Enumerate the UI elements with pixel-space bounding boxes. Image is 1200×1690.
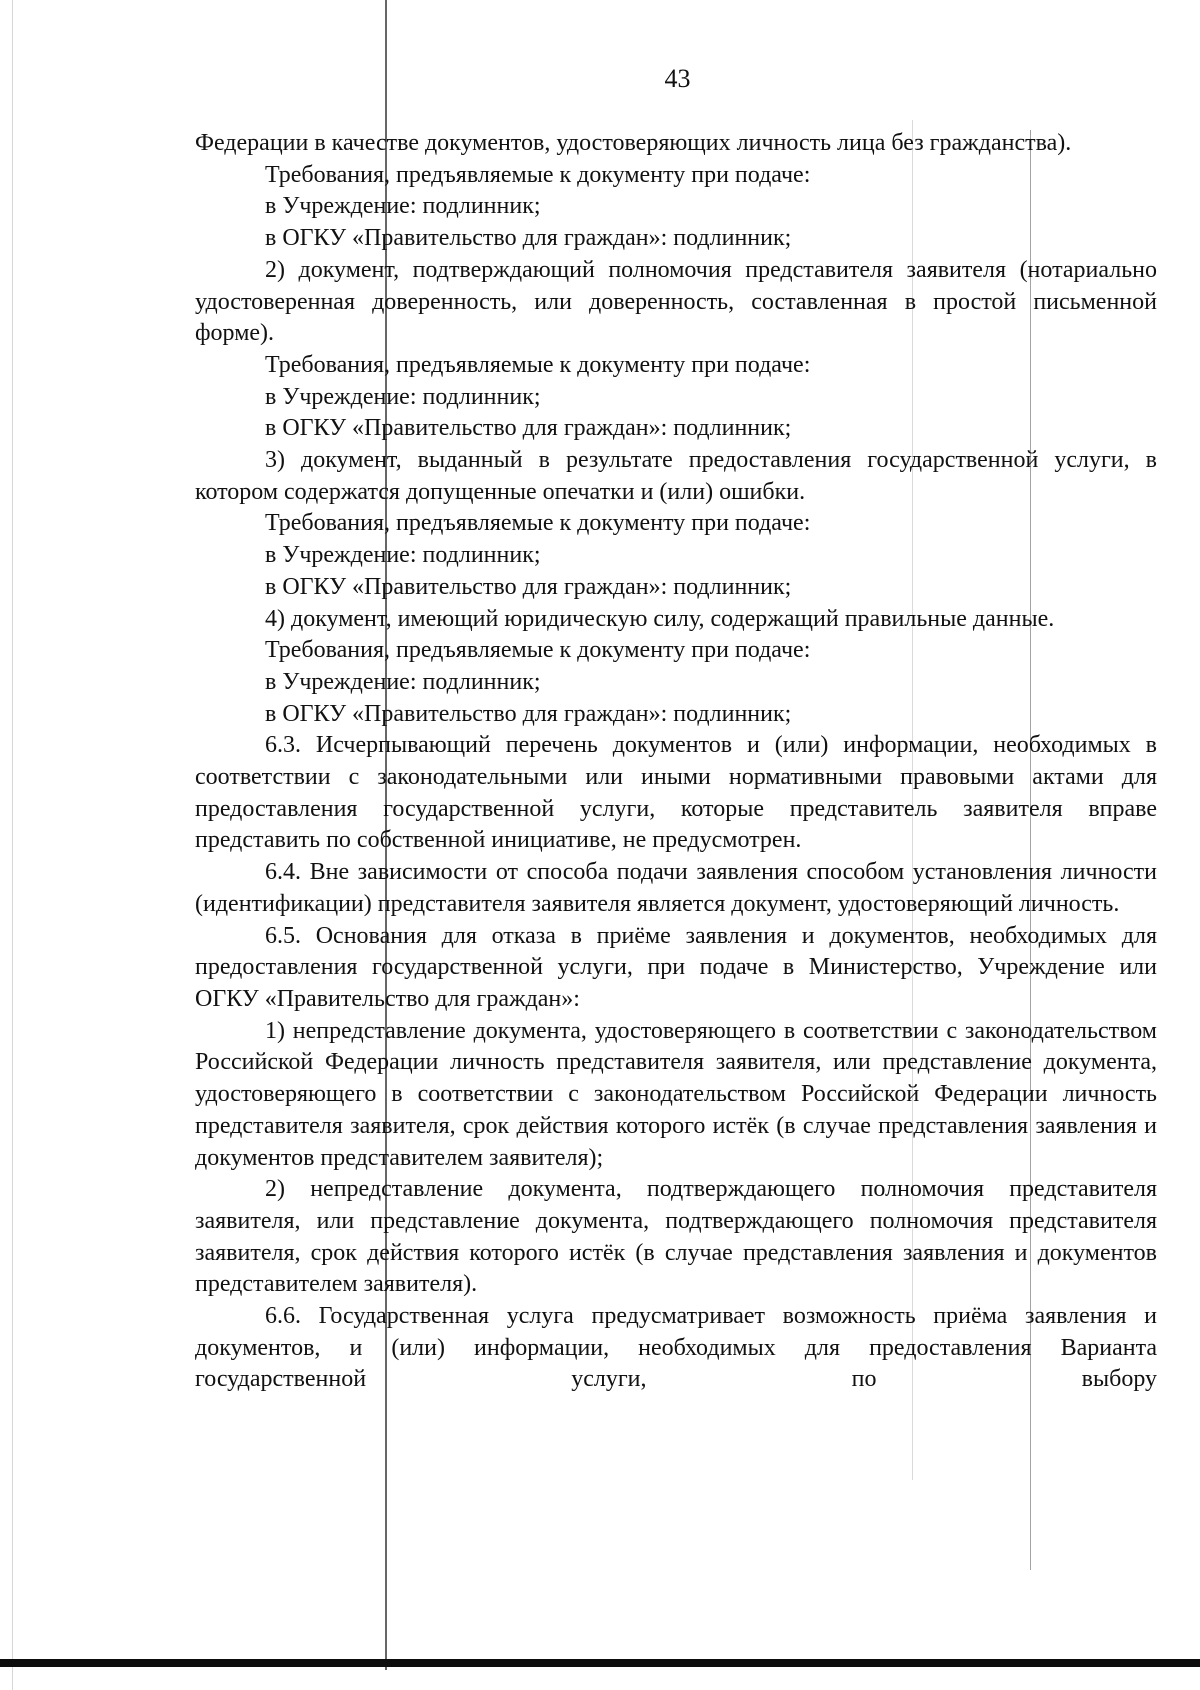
paragraph: 2) документ, подтверждающий полномочия представителя заявителя (нотариально удостоверенная доверенность, или доверенность, составленная в простой письменной форме).	[195, 256, 1157, 347]
paragraph: в ОГКУ «Правительство для граждан»: подлинник;	[265, 573, 792, 600]
page-number: 43	[664, 64, 691, 93]
paragraph: в Учреждение: подлинник;	[265, 542, 541, 569]
paragraph: в Учреждение: подлинник;	[265, 193, 541, 220]
paragraph: 2) непредставление документа, подтверждающего полномочия представителя заявителя, или представление документа, подтверждающего полномочия представителя заявителя, срок действия которого истёк (в случае представления заявления и документов представителем заявителя).	[195, 1176, 1157, 1298]
paragraph: 6.4. Вне зависимости от способа подачи заявления способом установления личности (идентификации) представителя заявителя является документ, удостоверяющий личность.	[195, 859, 1157, 917]
paragraph: в ОГКУ «Правительство для граждан»: подлинник;	[265, 700, 792, 727]
paragraph: 6.6. Государственная услуга предусматривает возможность приёма заявления и документов, и (или) информации, необходимых для предоставления Варианта государственной услуги, по выбору	[195, 1303, 1157, 1393]
paragraph: Требования, предъявляемые к документу при подаче:	[265, 161, 811, 188]
scan-bottom-border	[0, 1659, 1200, 1667]
paragraph: Федерации в качестве документов, удостоверяющих личность лица без гражданства).	[195, 130, 1072, 156]
paragraph: 1) непредставление документа, удостоверяющего в соответствии с законодательством Российской Федерации личность представителя заявителя, или представление документа, удостоверяющего в соответствии с законодательством Российской Федерации личность представителя заявителя, срок действия которого истёк (в случае представления заявления и документов представителем заявителя);	[195, 1017, 1157, 1171]
paragraph: 4) документ, имеющий юридическую силу, содержащий правильные данные.	[265, 605, 1055, 632]
scan-artifact-line	[12, 0, 13, 1690]
document-body	[195, 128, 1157, 1396]
paragraph: 6.3. Исчерпывающий перечень документов и (или) информации, необходимых в соответствии с законодательными или иными нормативными правовыми актами для предоставления государственной услуги, которые представитель заявителя вправе представить по собственной инициативе, не предусмотрен.	[195, 732, 1157, 854]
paragraph: в ОГКУ «Правительство для граждан»: подлинник;	[265, 225, 792, 252]
paragraph: Требования, предъявляемые к документу при подаче:	[265, 637, 811, 664]
paragraph: в Учреждение: подлинник;	[265, 668, 541, 695]
paragraph: Требования, предъявляемые к документу при подаче:	[265, 351, 811, 378]
paragraph: в ОГКУ «Правительство для граждан»: подлинник;	[265, 415, 792, 442]
paragraph: 6.5. Основания для отказа в приёме заявления и документов, необходимых для предоставления государственной услуги, при подаче в Министерство, Учреждение или ОГКУ «Правительство для граждан»:	[195, 922, 1157, 1012]
paragraph: Требования, предъявляемые к документу при подаче:	[265, 510, 811, 537]
paragraph: в Учреждение: подлинник;	[265, 383, 541, 410]
paragraph: 3) документ, выданный в результате предоставления государственной услуги, в котором содержатся допущенные опечатки и (или) ошибки.	[195, 447, 1157, 505]
